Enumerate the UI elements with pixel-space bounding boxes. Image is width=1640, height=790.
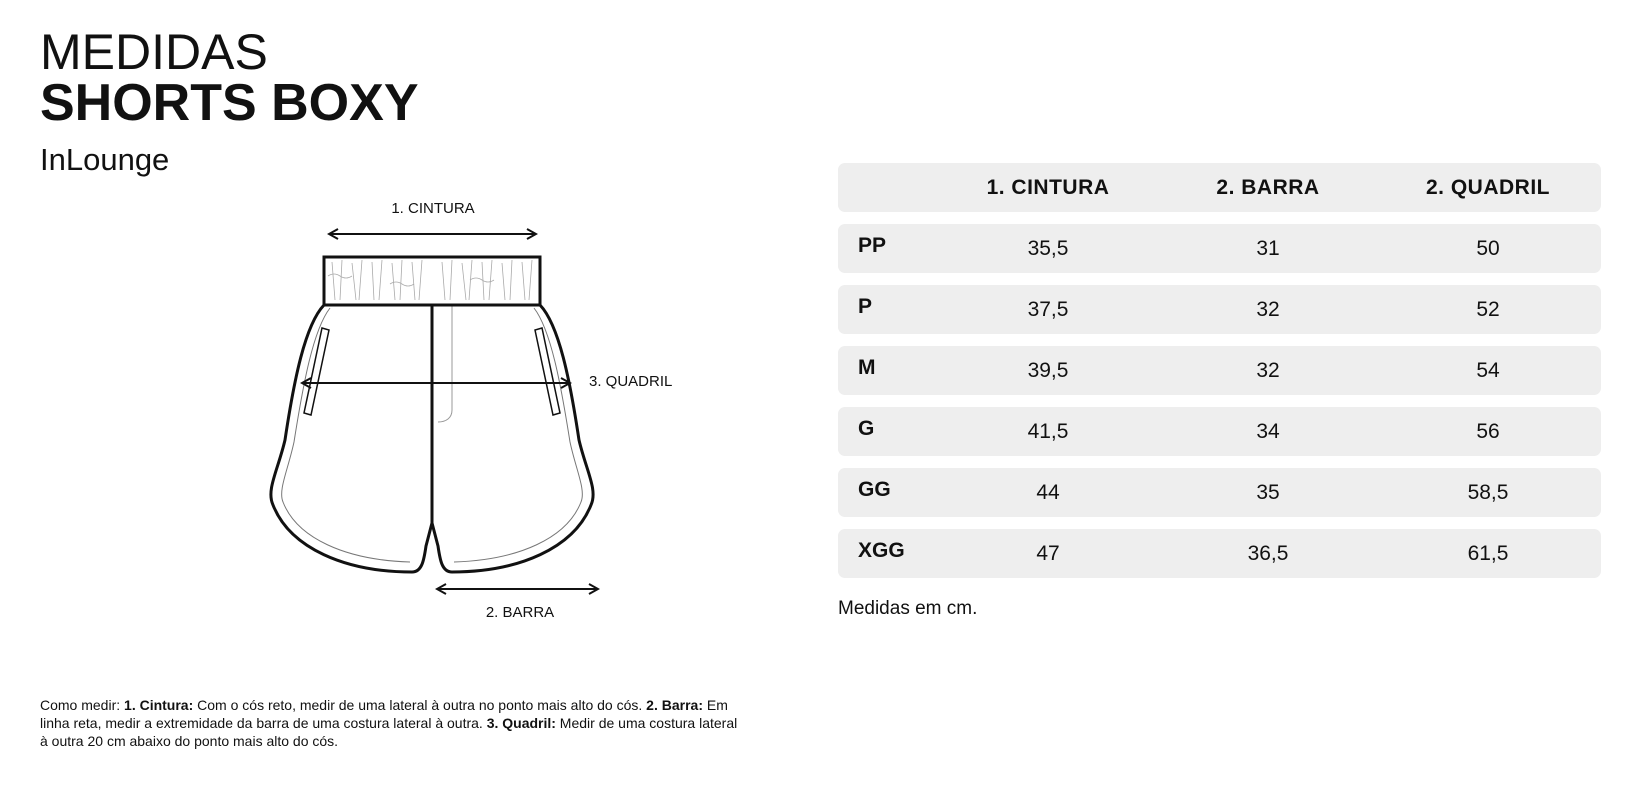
label-hem: 2. BARRA [485,604,555,621]
quadril-value: 58,5 [1467,481,1509,504]
barra-value: 32 [1256,359,1280,382]
instructions-waist-text: Com o cós reto, medir de uma lateral à outra no ponto mais alto do cós. [193,697,647,713]
table-row [838,346,1601,395]
table-row [838,285,1601,334]
column-header-quadril: 2. QUADRIL [1425,176,1550,199]
instructions-hem-text: Em linha reta, medir a extremidade da barra de uma costura lateral à outra. [40,697,728,731]
quadril-value: 50 [1476,237,1500,260]
table-row [838,468,1601,517]
instructions-hip-text: Medir de uma costura lateral à outra 20 cm abaixo do ponto mais alto do cós. [40,715,738,749]
waistband [324,257,540,305]
size-label: GG [858,478,891,501]
quadril-value: 54 [1476,359,1500,382]
cintura-value: 35,5 [1027,237,1069,260]
cintura-value: 41,5 [1027,420,1069,443]
title-measures: MEDIDAS [40,24,268,80]
instructions-hip-label: 3. Quadril: [486,715,556,731]
size-label: M [858,356,876,379]
table-row [838,407,1601,456]
cintura-value: 37,5 [1027,298,1069,321]
shorts-diagram [0,0,800,640]
column-header-barra: 2. BARRA [1216,176,1320,199]
instructions-hem-label: 2. Barra: [646,697,703,713]
barra-value: 32 [1256,298,1280,321]
quadril-value: 56 [1476,420,1500,443]
cintura-value: 47 [1036,542,1060,565]
quadril-value: 61,5 [1467,542,1509,565]
instructions-intro: Como medir: [40,697,125,713]
barra-value: 36,5 [1247,542,1289,565]
cintura-value: 39,5 [1027,359,1069,382]
cintura-value: 44 [1036,481,1060,504]
size-table [838,163,1601,590]
column-header-cintura: 1. CINTURA [986,176,1110,199]
title-product: SHORTS BOXY [40,74,419,132]
quadril-value: 52 [1476,298,1500,321]
brand-name: InLounge [40,142,170,177]
table-header-row [838,163,1601,212]
size-label: XGG [858,539,905,562]
measuring-instructions [40,696,740,750]
barra-value: 35 [1256,481,1280,504]
table-row [838,529,1601,578]
unit-note: Medidas em cm. [838,598,978,619]
barra-value: 34 [1256,420,1280,443]
label-hip: 3. QUADRIL [589,373,673,390]
table-row [838,224,1601,273]
size-label: PP [858,234,887,257]
size-label: G [858,417,875,440]
size-label: P [858,295,873,318]
instructions-waist-label: 1. Cintura: [124,697,194,713]
barra-value: 31 [1256,237,1280,260]
label-waist: 1. CINTURA [391,200,475,217]
